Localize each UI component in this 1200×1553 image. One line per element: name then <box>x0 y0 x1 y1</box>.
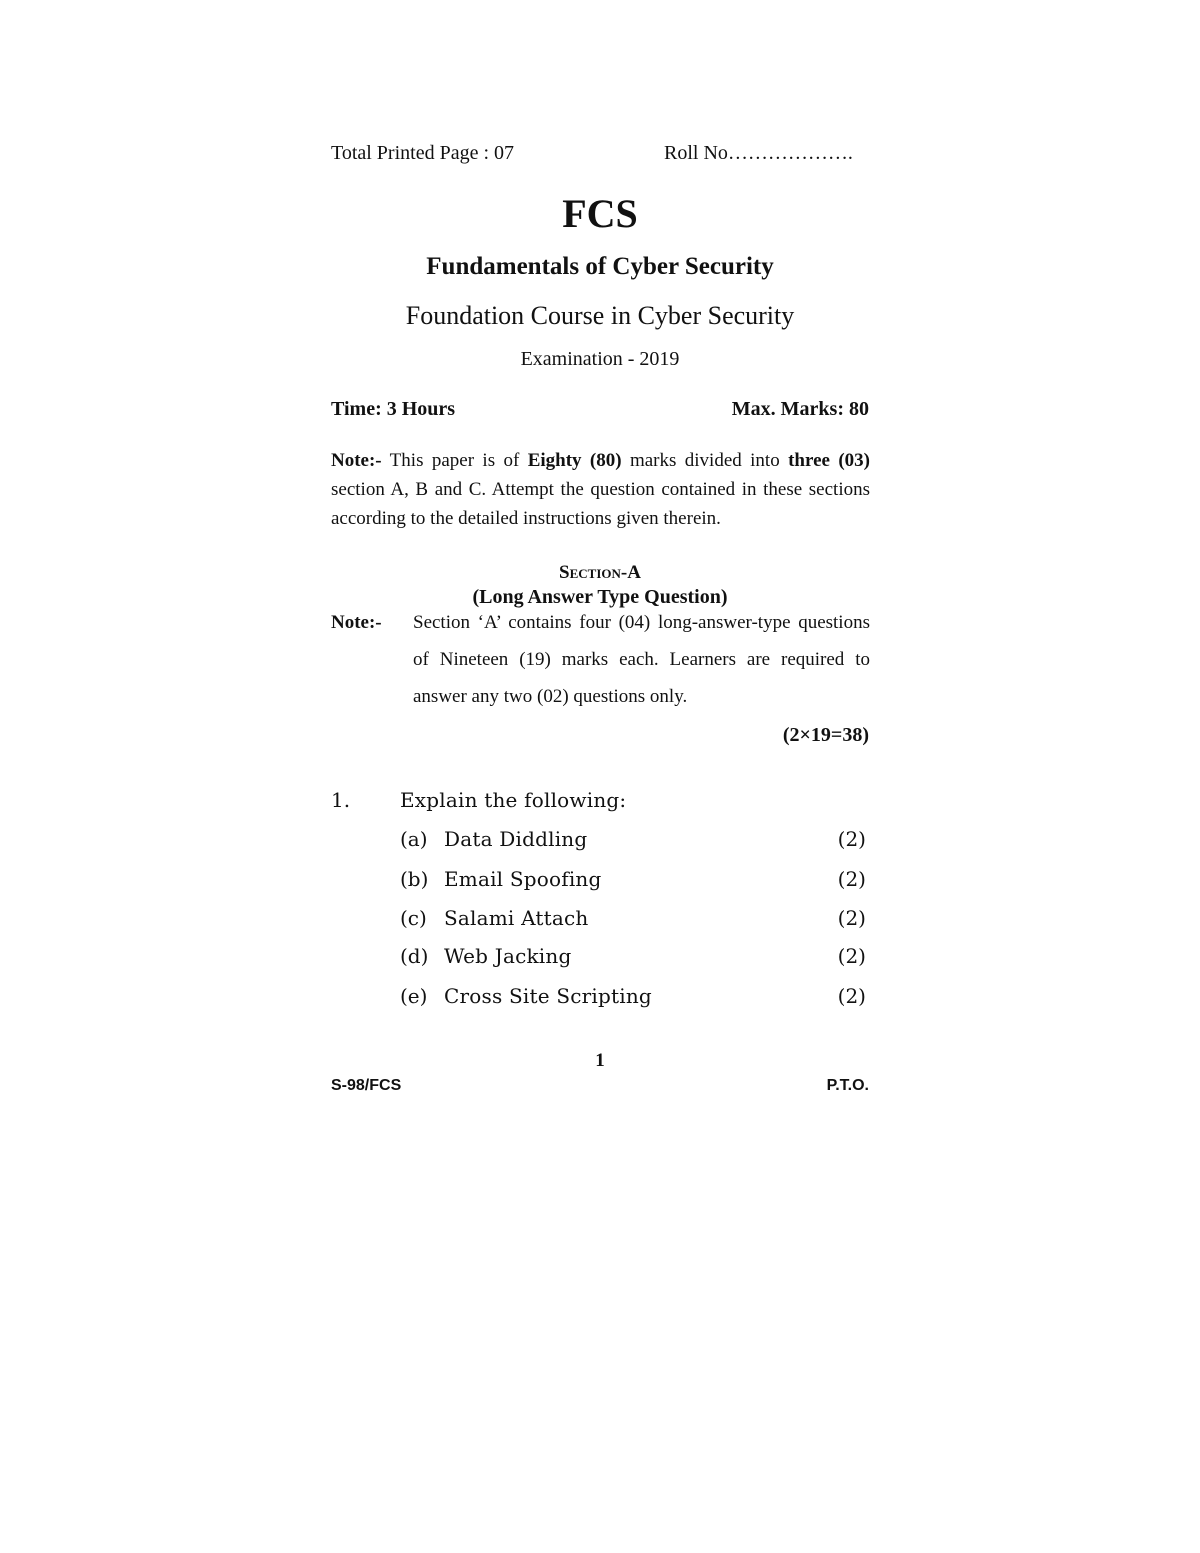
part-marks: (2) <box>837 944 866 968</box>
note-text-1: This paper is of <box>381 450 528 471</box>
exam-duration: Time: 3 Hours <box>331 398 456 420</box>
section-note-label: Note:- <box>331 612 382 633</box>
section-note-text: Section ‘A’ contains four (04) long-answer-type questions of Nineteen (19) marks each. Learners are required to answer any two (02) questions only. <box>413 612 870 707</box>
question-part <box>400 827 866 857</box>
part-letter: (b) <box>400 867 429 891</box>
question-text: Explain the following: <box>400 788 627 812</box>
question-part <box>400 867 866 897</box>
part-letter: (e) <box>400 984 428 1008</box>
course-code: FCS <box>562 191 638 236</box>
part-label: Web Jacking <box>444 944 572 968</box>
part-label: Cross Site Scripting <box>444 984 652 1008</box>
section-a-heading-rest: ection-A <box>569 562 641 583</box>
part-marks: (2) <box>837 906 866 930</box>
note-label: Note:- <box>331 450 382 471</box>
paper-code: S-98/FCS <box>331 1077 402 1094</box>
question-number: 1. <box>331 788 351 812</box>
part-marks: (2) <box>837 867 866 891</box>
part-letter: (a) <box>400 827 428 851</box>
general-instructions <box>331 446 870 533</box>
max-marks: Max. Marks: 80 <box>731 398 869 420</box>
page-number: 1 <box>595 1050 605 1071</box>
note-bold-three: three (03) <box>788 450 870 471</box>
question-part <box>400 906 866 936</box>
part-label: Data Diddling <box>444 827 588 851</box>
course-name: Foundation Course in Cyber Security <box>405 301 795 330</box>
subject-title: Fundamentals of Cyber Security <box>426 253 774 280</box>
part-marks: (2) <box>837 827 866 851</box>
total-printed-pages: Total Printed Page : 07 <box>331 142 515 164</box>
note-text-2: marks divided into <box>621 450 789 471</box>
part-letter: (c) <box>400 906 427 930</box>
section-a-heading <box>0 562 1200 584</box>
note-bold-eighty: Eighty (80) <box>527 450 622 471</box>
question-part <box>400 944 866 974</box>
section-a-subtitle: (Long Answer Type Question) <box>472 586 728 608</box>
section-a-heading-initial: S <box>559 562 570 583</box>
part-letter: (d) <box>400 944 429 968</box>
roll-number-field: Roll No………………. <box>664 142 853 164</box>
part-label: Email Spoofing <box>444 867 602 891</box>
part-label: Salami Attach <box>444 906 589 930</box>
note-text-3: section A, B and C. Attempt the question contained in these sections according to the detailed instructions given therein. <box>331 479 870 529</box>
exam-year: Examination - 2019 <box>520 348 680 370</box>
part-marks: (2) <box>837 984 866 1008</box>
please-turn-over: P.T.O. <box>826 1077 869 1094</box>
question-part <box>400 984 866 1014</box>
section-marks-total: (2×19=38) <box>782 724 869 746</box>
